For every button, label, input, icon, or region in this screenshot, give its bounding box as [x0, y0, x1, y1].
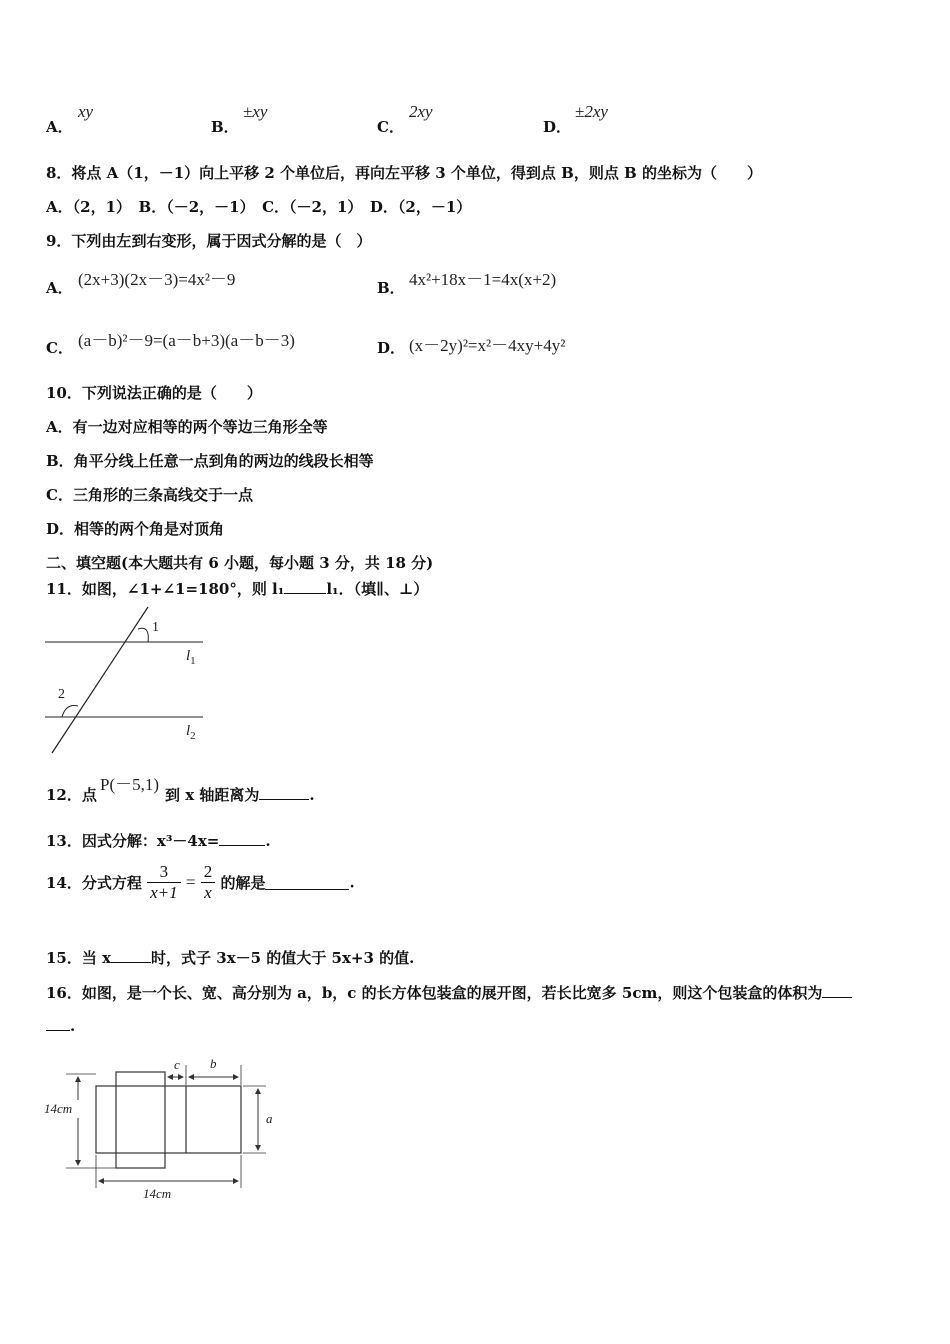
b-label: b [210, 1056, 217, 1071]
q13-pre: 13．因式分解：x³－4x= [46, 832, 220, 850]
q12-answer-blank[interactable] [259, 785, 309, 800]
q16-text [46, 982, 852, 1003]
transversal-line [52, 607, 148, 753]
q14-end: . [349, 873, 355, 892]
q15-pre: 15．当 x [46, 949, 112, 967]
angle-1-label: 1 [152, 620, 159, 635]
q16-line2 [46, 1016, 75, 1035]
q9-option-a-label: A． [46, 279, 73, 297]
width-label: 14cm [143, 1186, 172, 1201]
q12-pre: 12．点 [46, 786, 97, 804]
q15-answer-blank[interactable] [111, 948, 151, 963]
l2-label: $l_2$ [186, 723, 196, 742]
q8-stem: 8．将点 A（1，－1）向上平移 2 个单位后，再向左平移 3 个单位，得到点 B，则点 B 的坐标为（ ） [46, 164, 762, 182]
q7-option-d-label: D． [543, 118, 572, 136]
q7-option-d-expr: ±2xy [575, 102, 608, 121]
angle-2-arc [62, 705, 78, 717]
q9-option-d-label: D． [377, 339, 406, 357]
q16-stem: 16．如图，是一个长、宽、高分别为 a，b，c 的长方体包装盒的展开图，若长比宽多 5cm，则这个包装盒的体积为 [46, 984, 823, 1002]
q13-line [46, 830, 271, 851]
q11-answer-blank[interactable] [284, 579, 326, 594]
q9-option-d-expr: (x－2y)²=x²－4xy+4y² [409, 336, 566, 355]
q11-figure [40, 605, 215, 760]
net-middle-strip [96, 1086, 241, 1153]
q15-post: 时，式子 3x－5 的值大于 5x+3 的值. [151, 949, 415, 967]
q10-stem: 10．下列说法正确的是（ ） [46, 384, 262, 402]
q9-option-b-label: B． [377, 279, 405, 297]
l1-label: $l_1$ [186, 648, 196, 667]
q14-left-numerator: 3 [159, 862, 169, 881]
q15-line [46, 947, 414, 968]
q14-pre: 14．分式方程 [46, 874, 142, 892]
q16-answer-blank-cont[interactable] [46, 1016, 70, 1031]
q14-post: 的解是 [220, 874, 266, 892]
q11-stem-pre: 11．如图，∠1+∠1=180°，则 l₁ [46, 580, 285, 598]
q16-answer-blank[interactable] [822, 983, 852, 998]
q14-right-fraction [201, 862, 216, 903]
angle-2-label: 2 [58, 687, 65, 702]
q7-option-b-label: B． [211, 118, 239, 136]
q9-stem: 9．下列由左到右变形，属于因式分解的是（ ） [46, 232, 372, 250]
q14-right-denominator: x [201, 882, 216, 903]
q16-box-net-figure [40, 1055, 290, 1205]
q14-right-numerator: 2 [203, 862, 213, 881]
q11-stem [46, 578, 428, 599]
q10-option-b: B．角平分线上任意一点到角的两边的线段长相等 [46, 452, 374, 470]
q12-post: 到 x 轴距离为 [165, 786, 260, 804]
a-label: a [266, 1111, 273, 1126]
q13-answer-blank[interactable] [219, 831, 265, 846]
q13-end: . [265, 832, 271, 850]
q10-option-d: D．相等的两个角是对顶角 [46, 520, 225, 538]
height-label: 14cm [44, 1101, 73, 1116]
q7-option-a-label: A． [46, 118, 73, 136]
c-label: c [174, 1057, 180, 1072]
q14-line [46, 862, 355, 903]
q16-end: . [70, 1017, 76, 1035]
q12-end: . [309, 786, 315, 804]
q9-option-a-expr: (2x+3)(2x－3)=4x²－9 [78, 270, 236, 289]
q9-option-b-expr: 4x²+18x－1=4x(x+2) [409, 270, 557, 289]
q10-option-c: C．三角形的三条高线交于一点 [46, 486, 253, 504]
q14-left-fraction [147, 862, 181, 903]
q14-left-denominator: x+1 [147, 882, 181, 903]
q10-option-a: A．有一边对应相等的两个等边三角形全等 [46, 418, 328, 436]
q14-answer-blank[interactable] [265, 875, 349, 890]
q9-option-c-label: C． [46, 339, 73, 357]
q12-line [165, 784, 315, 805]
angle-1-arc [138, 628, 148, 642]
q7-option-c-label: C． [377, 118, 404, 136]
q12-point: P(－5,1) [100, 775, 160, 794]
q7-option-c-expr: 2xy [409, 102, 433, 121]
q7-option-b-expr: ±xy [243, 102, 268, 121]
q14-equals: = [185, 872, 196, 892]
q8-options: A．（2，1） B．（－2，－1） C．（－2，1） D．（2，－1） [46, 198, 472, 216]
section-title: 二、填空题(本大题共有 6 小题，每小题 3 分，共 18 分) [46, 554, 434, 572]
q7-option-a-expr: xy [78, 102, 94, 121]
q9-option-c-expr: (a－b)²－9=(a－b+3)(a－b－3) [78, 331, 295, 350]
q11-stem-post: l₁．（填∥、⊥） [326, 580, 429, 598]
